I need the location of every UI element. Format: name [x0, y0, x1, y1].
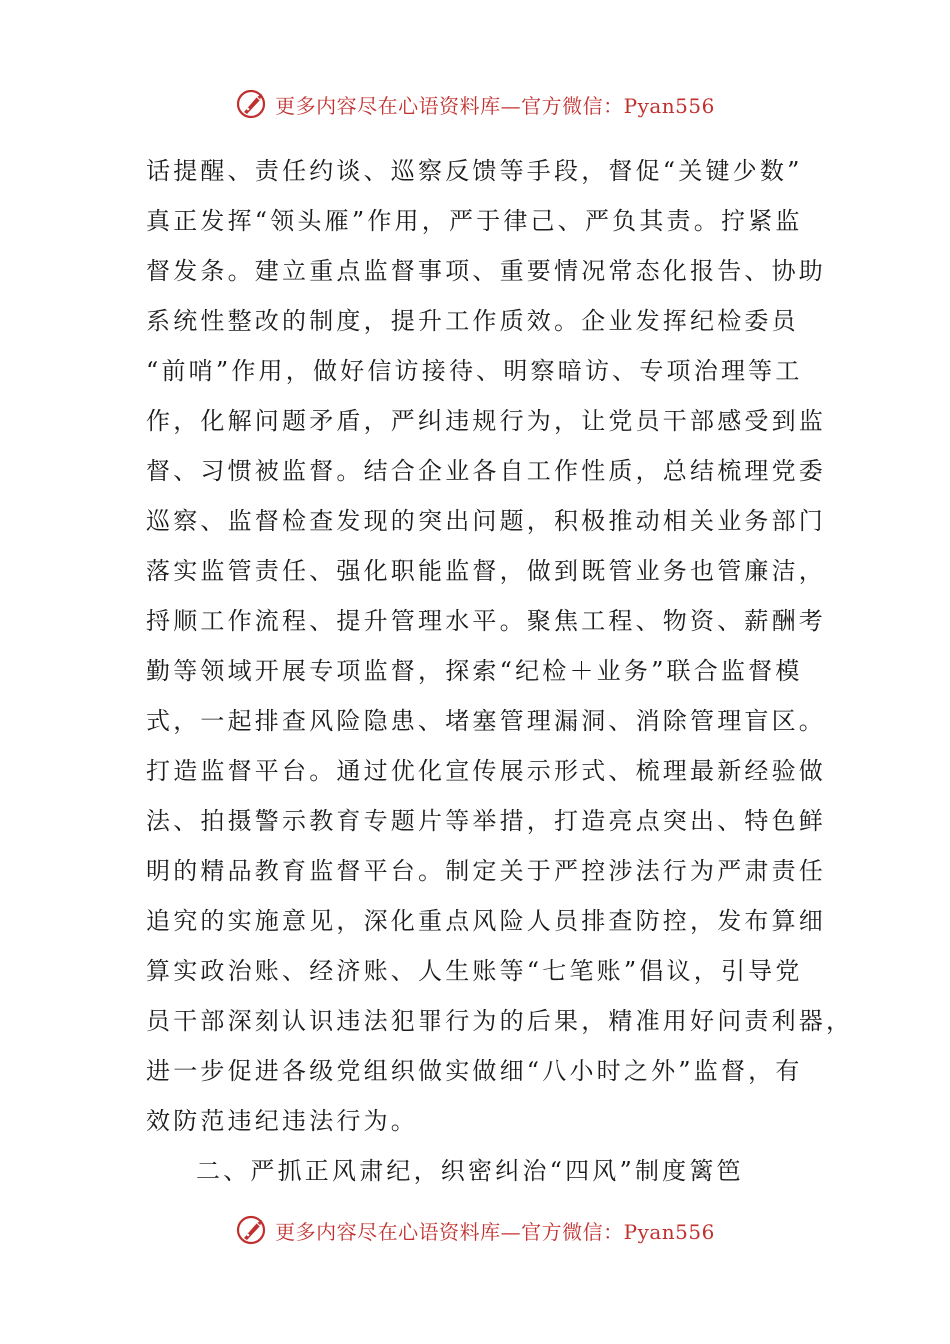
- body-line: 打造监督平台。通过优化宣传展示形式、梳理最新经验做: [146, 757, 826, 785]
- pen-nib-circle-icon: [235, 86, 271, 122]
- header-banner: [0, 82, 950, 126]
- body-line: 落实监管责任、强化职能监督，做到既管业务也管廉洁，: [146, 557, 826, 585]
- body-line: 效防范违纪违法行为。: [146, 1107, 418, 1135]
- body-line: 算实政治账、经济账、人生账等“七笔账”倡议，引导党: [146, 957, 803, 985]
- body-line: 勤等领域开展专项监督，探索“纪检＋业务”联合监督模: [146, 657, 803, 685]
- body-line: 法、拍摄警示教育专题片等举措，打造亮点突出、特色鲜: [146, 807, 826, 835]
- body-line: 作，化解问题矛盾，严纠违规行为，让党员干部感受到监: [146, 407, 826, 435]
- body-line: 追究的实施意见，深化重点风险人员排查防控，发布算细: [146, 907, 826, 935]
- body-line: “前哨”作用，做好信访接待、明察暗访、专项治理等工: [146, 357, 803, 385]
- document-body: [146, 146, 854, 1196]
- body-line: 员干部深刻认识违法犯罪行为的后果，精准用好问责利器，: [146, 1007, 854, 1035]
- body-line: 系统性整改的制度，提升工作质效。企业发挥纪检委员: [146, 307, 799, 335]
- body-line: 式，一起排查风险隐患、堵塞管理漏洞、消除管理盲区。: [146, 707, 826, 735]
- banner-text: 更多内容尽在心语资料库—官方微信：Pyan556: [275, 93, 715, 118]
- body-line: 督发条。建立重点监督事项、重要情况常态化报告、协助: [146, 257, 826, 285]
- body-line: 巡察、监督检查发现的突出问题，积极推动相关业务部门: [146, 507, 826, 535]
- pen-nib-circle-icon: [235, 1212, 271, 1248]
- body-line: 捋顺工作流程、提升管理水平。聚焦工程、物资、薪酬考: [146, 607, 826, 635]
- section-heading: 二、严抓正风肃纪，织密纠治“四风”制度篱笆: [196, 1157, 744, 1185]
- body-line: 真正发挥“领头雁”作用，严于律己、严负其责。拧紧监: [146, 207, 803, 235]
- footer-banner: [0, 1208, 950, 1252]
- banner-text: 更多内容尽在心语资料库—官方微信：Pyan556: [275, 1219, 715, 1244]
- body-line: 话提醒、责任约谈、巡察反馈等手段，督促“关键少数”: [146, 157, 803, 185]
- body-line: 进一步促进各级党组织做实做细“八小时之外”监督，有: [146, 1057, 803, 1085]
- body-line: 明的精品教育监督平台。制定关于严控涉法行为严肃责任: [146, 857, 826, 885]
- body-line: 督、习惯被监督。结合企业各自工作性质，总结梳理党委: [146, 457, 826, 485]
